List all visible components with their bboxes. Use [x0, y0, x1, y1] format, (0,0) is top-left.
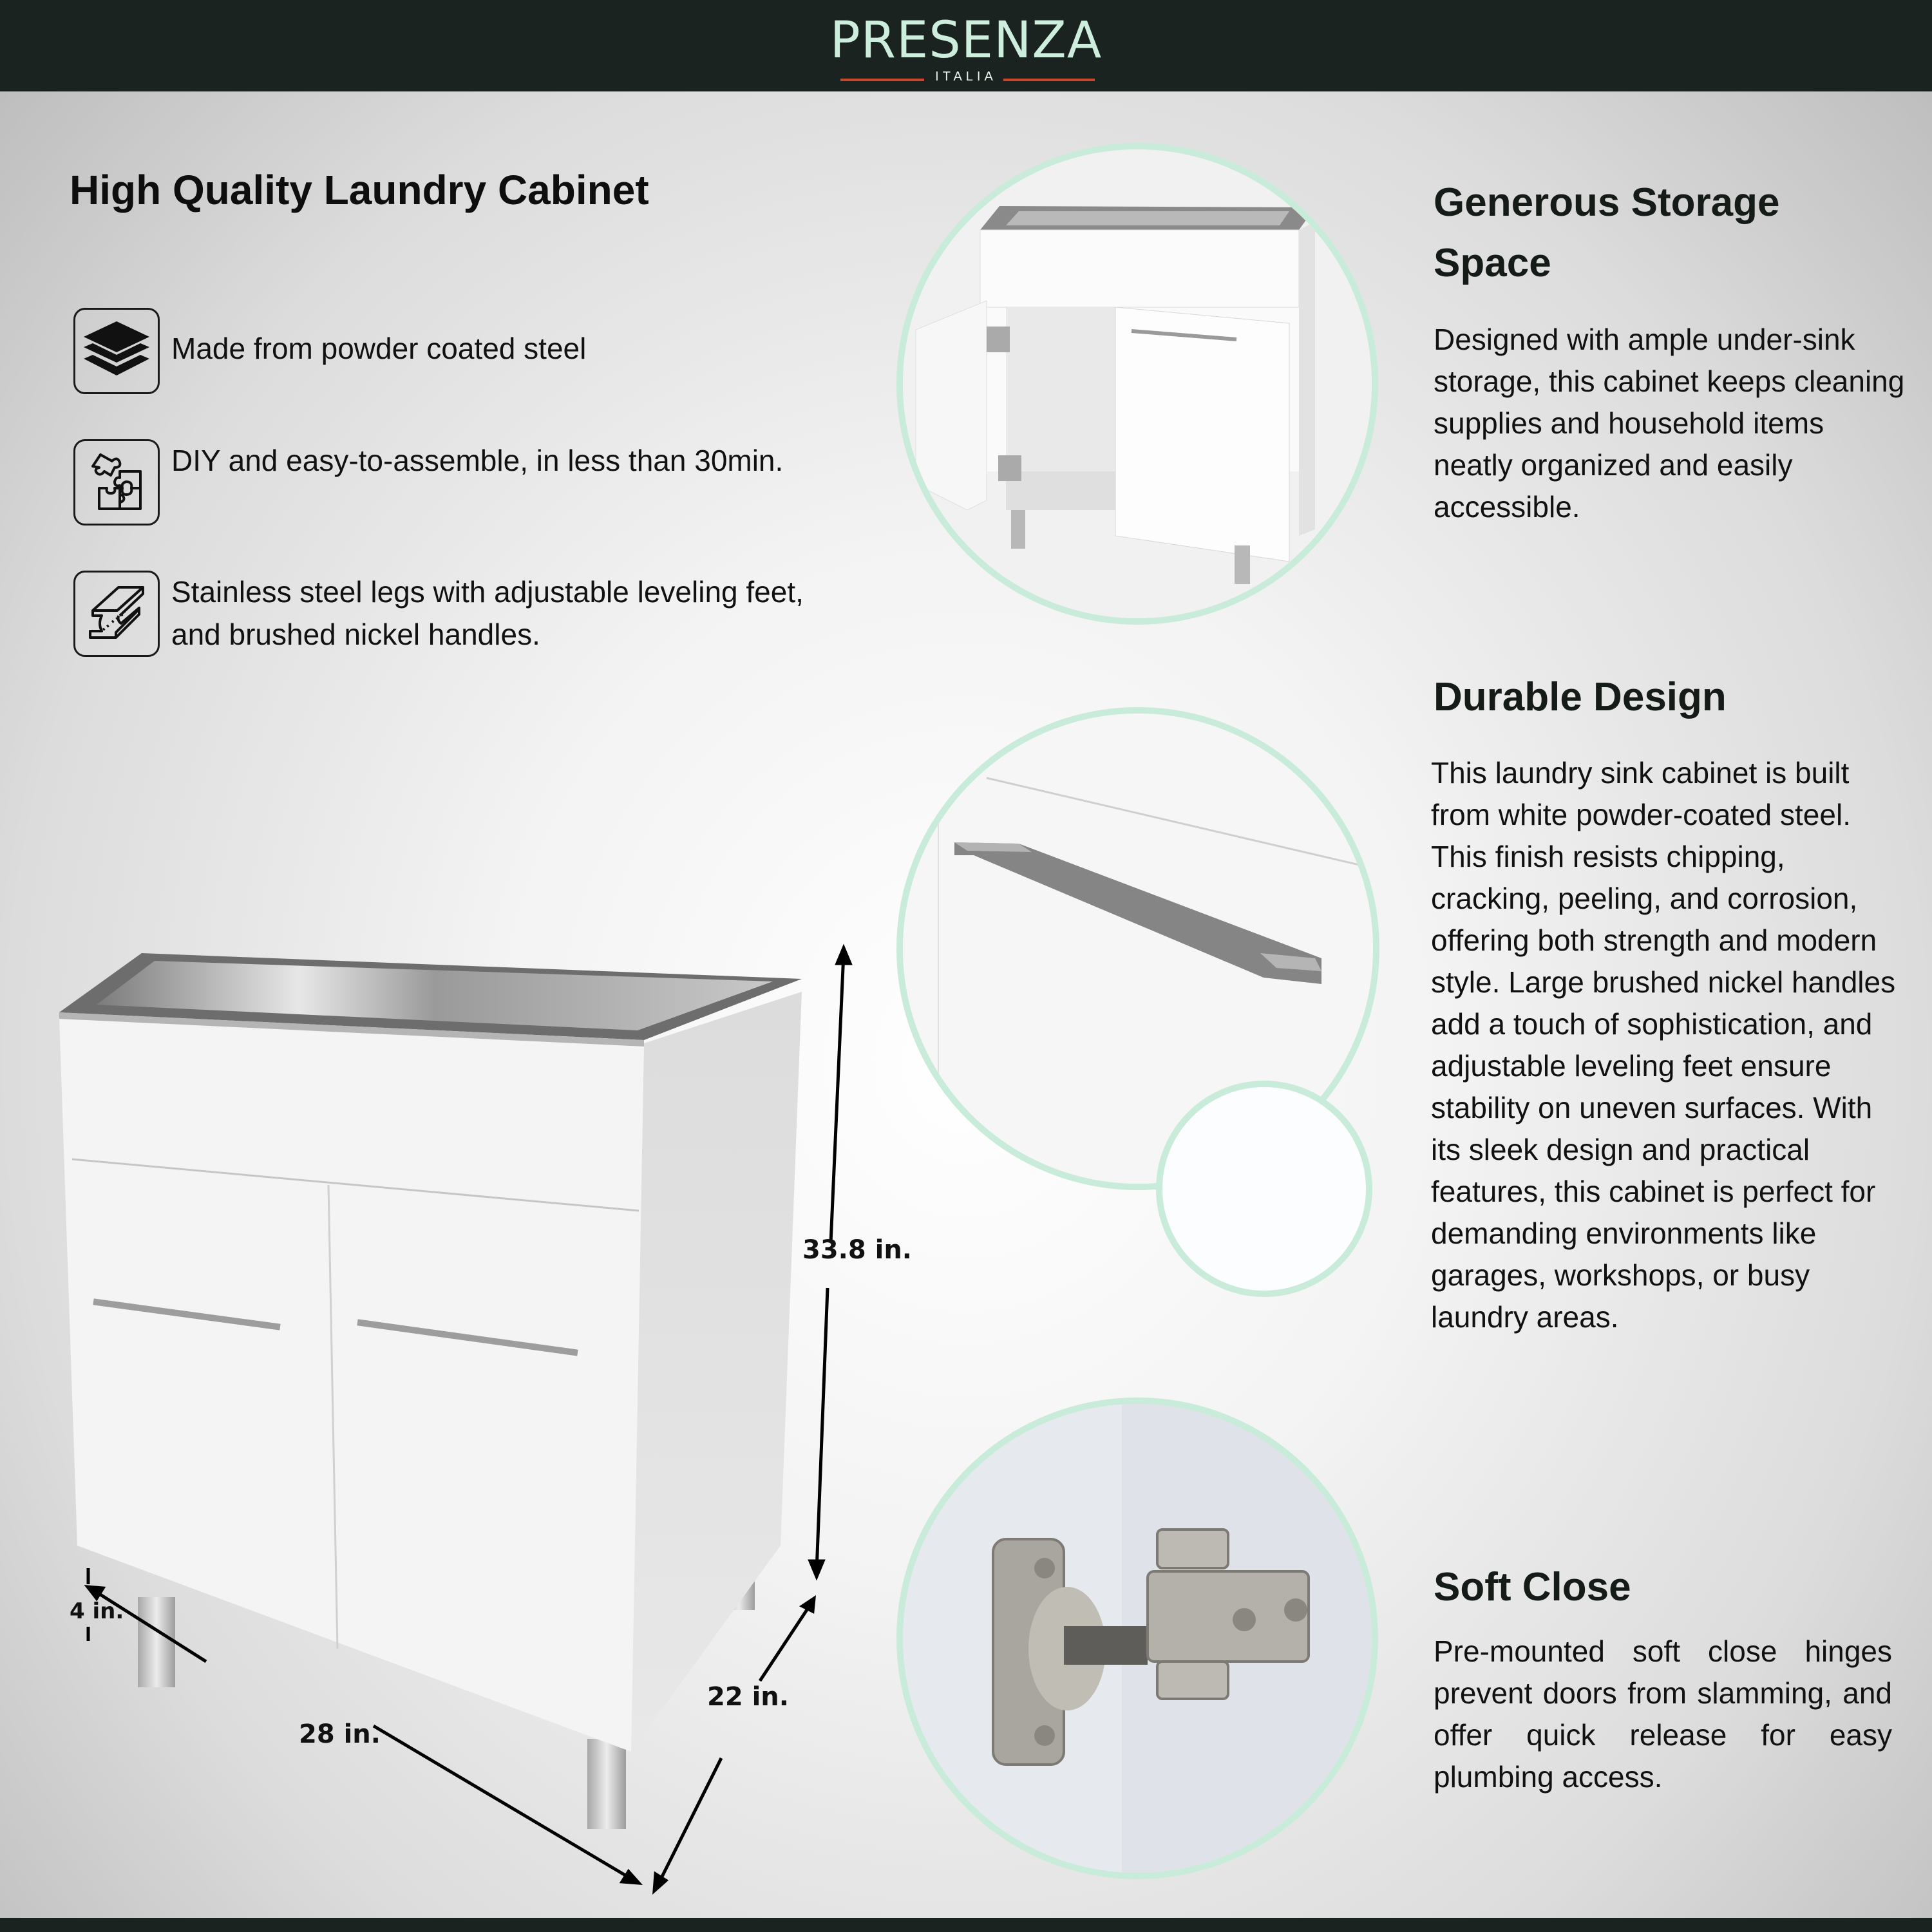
dimension-depth-label: 22 in. [707, 1682, 789, 1712]
header-bar [0, 0, 1932, 91]
page-title: High Quality Laundry Cabinet [70, 167, 649, 213]
layers-icon [73, 308, 160, 394]
brand-subtitle: ITALIA [935, 70, 997, 84]
brand-accent-line-left [840, 79, 924, 81]
brand-subtitle-row [805, 70, 1127, 89]
section-title-soft-close: Soft Close [1434, 1565, 1631, 1609]
dimension-height-label: 33.8 in. [802, 1235, 912, 1265]
steel-beam-icon [73, 571, 160, 657]
feature-text: DIY and easy-to-assemble, in less than 30min. [171, 444, 784, 477]
storage-detail-image [896, 143, 1378, 625]
section-title-durable: Durable Design [1434, 675, 1727, 719]
feature-text: Stainless steel legs with adjustable leveling feet, and brushed nickel handles. [171, 575, 804, 651]
footer-bar [0, 1918, 1932, 1932]
brand-accent-line-right [1003, 79, 1095, 81]
section-title-storage: Generous Storage Space [1434, 180, 1780, 285]
brand-logo [805, 6, 1127, 87]
feature-item-stainless-legs [73, 571, 833, 657]
product-image [0, 902, 902, 1906]
brand-name: PRESENZA [829, 12, 1103, 70]
section-body-soft-close: Pre-mounted soft close hinges prevent doors from slamming, and offer quick release for easy plumbing access. [1434, 1634, 1892, 1794]
feature-item-diy-assembly [73, 439, 833, 526]
dimension-leg-height-label: 4 in. [70, 1598, 124, 1624]
puzzle-icon [73, 439, 160, 526]
finish-swatch-image [1156, 1081, 1372, 1297]
dimension-width-label: 28 in. [299, 1719, 381, 1749]
section-body-durable: This laundry sink cabinet is built from white powder-coated steel. This finish resists chipping, cracking, peeling, and corrosion, offering both strength and modern style. Large brushed nickel handles add a touch of sophistication, and adjustable leveling feet ensure stability on uneven surfaces. With its sleek design and practical features, this cabinet is perfect for demanding environments like garages, workshops, or busy laundry areas. [1431, 756, 1896, 1334]
section-body-storage: Designed with ample under-sink storage, this cabinet keeps cleaning supplies and household items neatly organized and easily accessible. [1434, 323, 1905, 524]
hinge-detail-image [896, 1397, 1378, 1879]
feature-text: Made from powder coated steel [171, 332, 587, 365]
feature-item-powder-coated [73, 308, 833, 394]
